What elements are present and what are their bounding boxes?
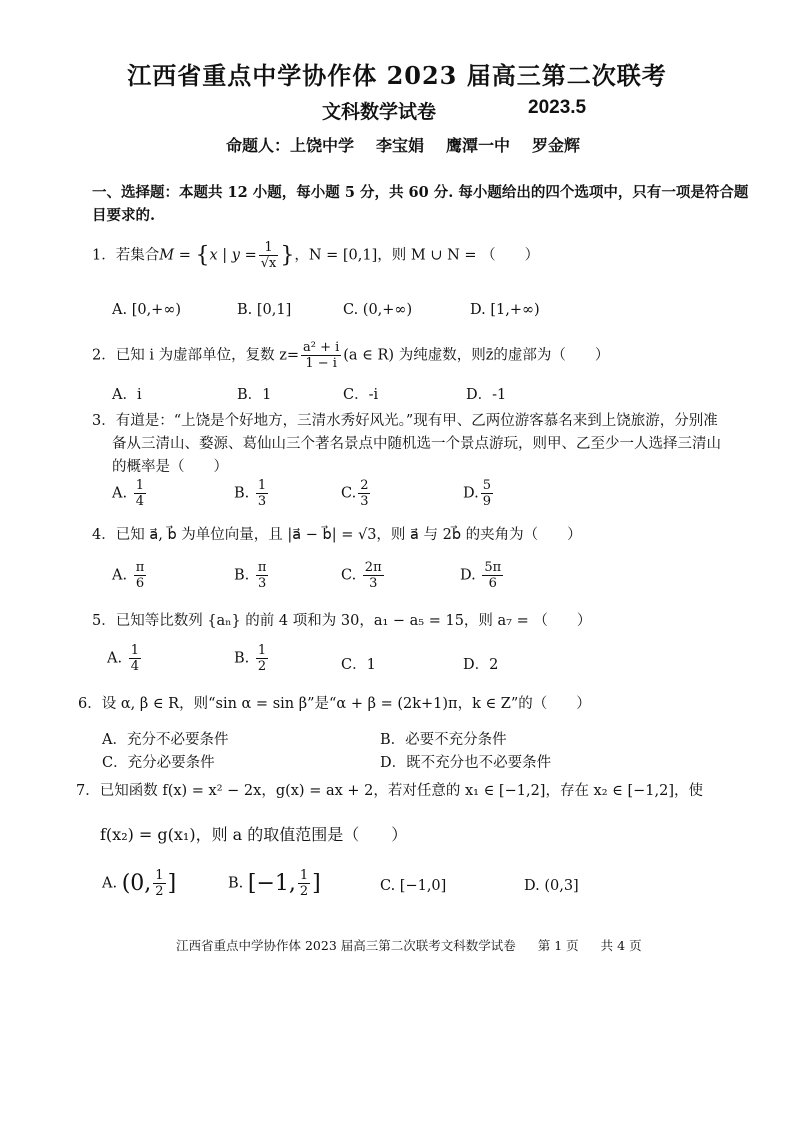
q2-option-b: B．1 [237, 387, 272, 403]
q3-option-a: A. $\frac{1}{4}$ [112, 478, 144, 509]
question-5: 5．已知等比数列 {aₙ} 的前 4 项和为 30，a₁ − a₅ = 15，则 a₇ = （ ） [92, 613, 592, 629]
q5-option-d: D．2 [463, 657, 499, 673]
q3-option-c: C. $\frac{2}{3}$ [341, 478, 369, 509]
q5-option-a: A. $\frac{1}{4}$ [107, 643, 139, 674]
q7-option-a: A. (0, $\frac{1}{2}$ ] [102, 868, 177, 899]
question-2: 2．已知 i 为虚部单位，复数 z= $\frac{\text{a² + i}}{1 - i}$ (a ∈ R) 为纯虚数，则z̄的虚部为（ ） [92, 340, 610, 371]
q2-option-a: A．i [112, 387, 142, 403]
question-1: 1．若集合M = {x | y = $\frac{1}{√x}$ }，N = [0,1]，则 M ∪ N = （ ） [92, 240, 540, 271]
footer-title: 江西省重点中学协作体 2023 届高三第二次联考文科数学试卷 [176, 938, 516, 953]
question-7-line1: 7．已知函数 f(x) = x² − 2x，g(x) = ax + 2，若对任意的 x₁ ∈ [−1,2]，存在 x₂ ∈ [−1,2]，使 [76, 783, 704, 799]
footer-page-number: 第 1 页 [537, 938, 579, 953]
q6-option-b: B．必要不充分条件 [380, 732, 507, 748]
question-3-line3: 的概率是（ ） [112, 459, 228, 475]
q6-option-d: D．既不充分也不必要条件 [380, 755, 552, 771]
section-heading-line1: 一、选择题：本题共 12 小题，每小题 5 分，共 60 分. 每小题给出的四个选项中，只有一项是符合题 [92, 184, 749, 201]
question-4: 4．已知 a⃗, b⃗ 为单位向量，且 |a⃗ − b⃗| = √3，则 a⃗ 与 2b⃗ 的夹角为（ ） [92, 527, 582, 543]
question-3-line2: 备从三清山、婺源、葛仙山三个著名景点中随机选一个景点游玩，则甲、乙至少一人选择三清山 [112, 436, 721, 452]
exam-date: 2023.5 [528, 97, 587, 118]
q2-fraction: $\frac{\text{a² + i}}{1 - i}$ [302, 340, 340, 371]
question-7-line2: f(x₂) = g(x₁)，则 a 的取值范围是（ ） [100, 825, 408, 844]
authors-line [226, 133, 602, 156]
q4-option-b: B. $\frac{\pi}{3}$ [234, 560, 267, 591]
exam-subtitle: 文科数学试卷 [322, 101, 437, 123]
question-6: 6．设 α, β ∈ R，则“sin α = sin β”是“α + β = (2k+1)π，k ∈ Z”的（ ） [78, 696, 591, 712]
q6-option-c: C．充分必要条件 [102, 755, 215, 771]
author-1: 李宝娟 [376, 136, 425, 155]
section-heading-line2: 目要求的. [92, 207, 156, 224]
q5-option-c: C．1 [341, 657, 376, 673]
footer-total-pages: 共 4 页 [600, 938, 642, 953]
q3-option-d: D. $\frac{5}{9}$ [463, 478, 491, 509]
q4-option-d: D. $\frac{5\pi}{6}$ [460, 560, 502, 591]
q2-option-d: D．-1 [466, 387, 507, 403]
exam-title: 江西省重点中学协作体 2023 届高三第二次联考 [127, 61, 667, 90]
q1-option-a: A. [0,+∞) [112, 302, 182, 318]
question-3-line1: 3．有道是：“上饶是个好地方，三清水秀好风光。”现有甲、乙两位游客慕名来到上饶旅游，分别准 [92, 413, 718, 429]
q1-option-c: C. (0,+∞) [343, 302, 413, 318]
q4-option-a: A. $\frac{\pi}{6}$ [112, 560, 145, 591]
q2-option-c: C．-i [343, 387, 379, 403]
author-3: 罗金辉 [532, 136, 581, 155]
author-2: 鹰潭一中 [446, 136, 511, 155]
q1-fraction: $\frac{1}{√x}$ [260, 240, 277, 271]
q7-option-b: B. [−1, $\frac{1}{2}$ ] [228, 868, 321, 899]
q1-option-d: D. [1,+∞) [470, 302, 540, 318]
q6-option-a: A．充分不必要条件 [102, 732, 229, 748]
q3-option-b: B. $\frac{1}{3}$ [234, 478, 267, 509]
authors-label: 命题人：上饶中学 [226, 136, 355, 155]
q7-option-c: C. [−1,0] [380, 878, 447, 894]
q5-option-b: B. $\frac{1}{2}$ [234, 643, 267, 674]
q7-option-d: D. (0,3] [524, 878, 579, 894]
q4-option-c: C. $\frac{2\pi}{3}$ [341, 560, 382, 591]
page-footer [176, 936, 642, 954]
q1-option-b: B. [0,1] [237, 302, 292, 318]
